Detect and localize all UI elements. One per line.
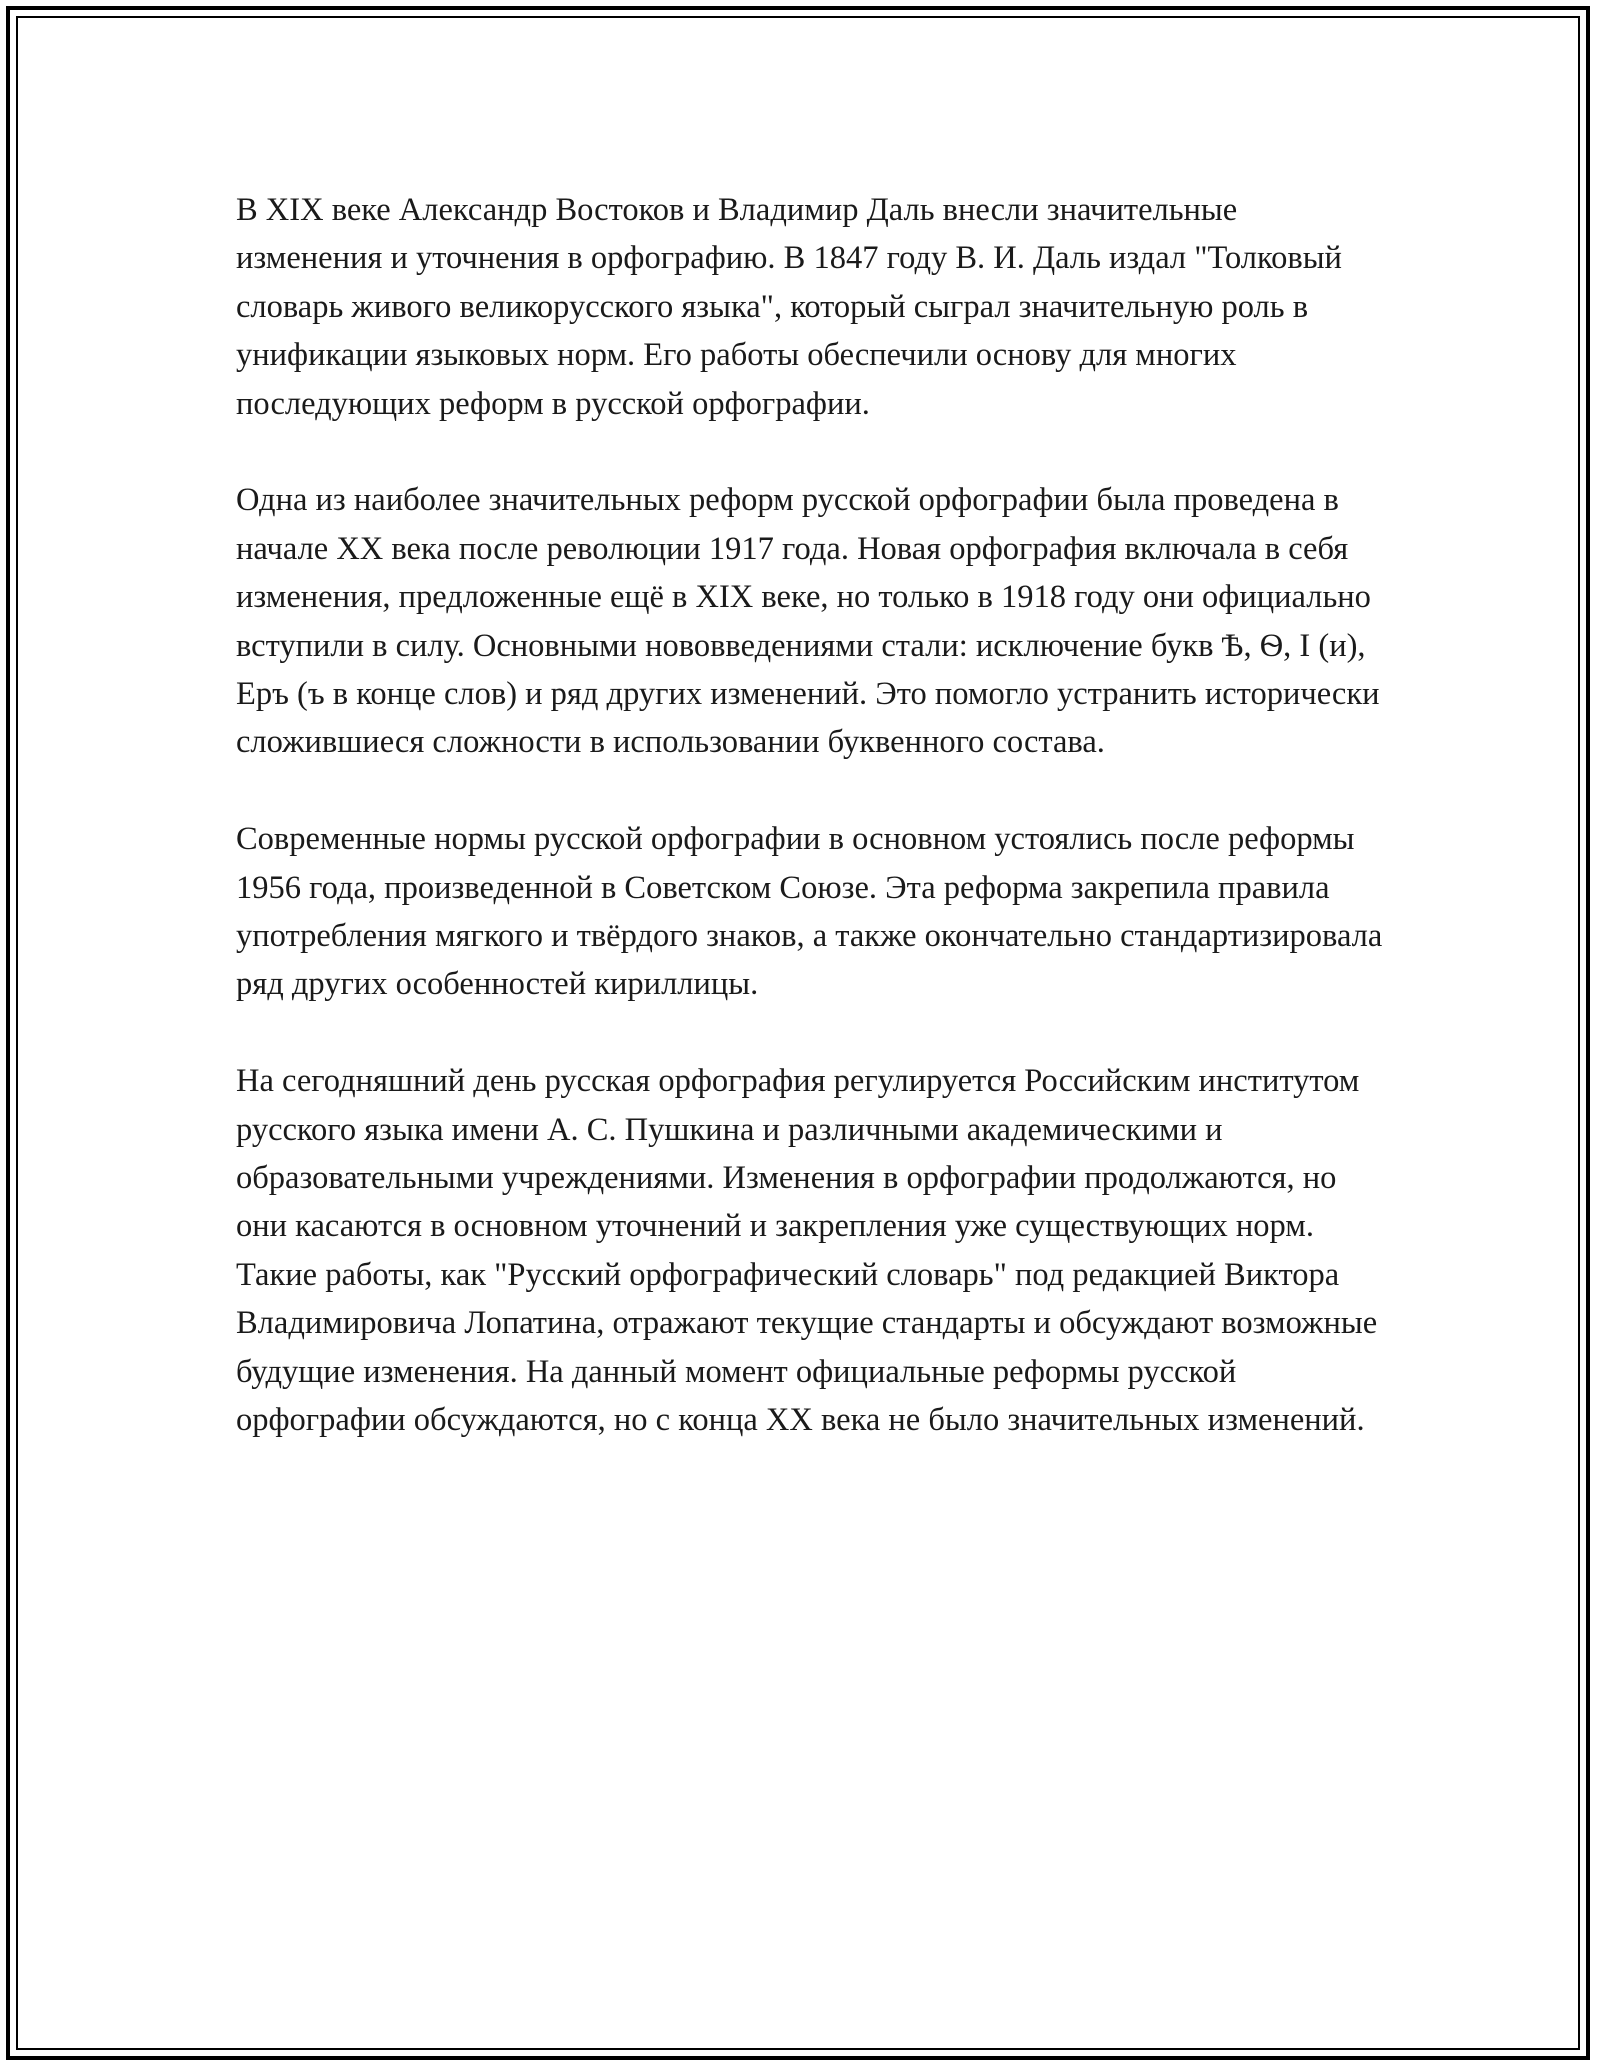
paragraph-modern-regulation: На сегодняшний день русская орфография регулируется Российским институтом русского языка имени А. С. Пушкина и различными академическими и образовательными учреждениями. Изменения в орфографии продолжаются, но они касаются в основном уточнений и закрепления уже существующих норм. Такие работы, как "Русский орфографический словарь" под редакцией Виктора Владимировича Лопатина, отражают текущие стандарты и обсуждают возможные будущие изменения. На данный момент официальные реформы русской орфографии обсуждаются, но с конца XX века не было значительных изменений. [236, 1063, 1378, 1439]
paragraph-reform-1956: Современные нормы русской орфографии в основном устоялись после реформы 1956 года, произведенной в Советском Союзе. Эта реформа закрепила правила употребления мягкого и твёрдого знаков, а также окончательно стандартизировала ряд других особенностей кириллицы. [236, 821, 1383, 1003]
document-body [236, 186, 1386, 1445]
paragraph-vostokov-dal: В XIX веке Александр Востоков и Владимир Даль внесли значительные изменения и уточнения в орфографию. В 1847 году В. И. Даль издал "Толковый словарь живого великорусского языка", который сыграл значительную роль в унификации языковых норм. Его работы обеспечили основу для многих последующих реформ в русской орфографии. [236, 192, 1342, 422]
paragraph-reform-1918: Одна из наиболее значительных реформ русской орфографии была проведена в начале XX века после революции 1917 года. Новая орфография включала в себя изменения, предложенные ещё в XIX веке, но только в 1918 году они официально вступили в силу. Основными нововведениями стали: исключение букв Ѣ, Ѳ, І (и), Еръ (ъ в конце слов) и ряд других изменений. Это помогло устранить исторически сложившиеся сложности в использовании буквенного состава. [236, 482, 1380, 761]
